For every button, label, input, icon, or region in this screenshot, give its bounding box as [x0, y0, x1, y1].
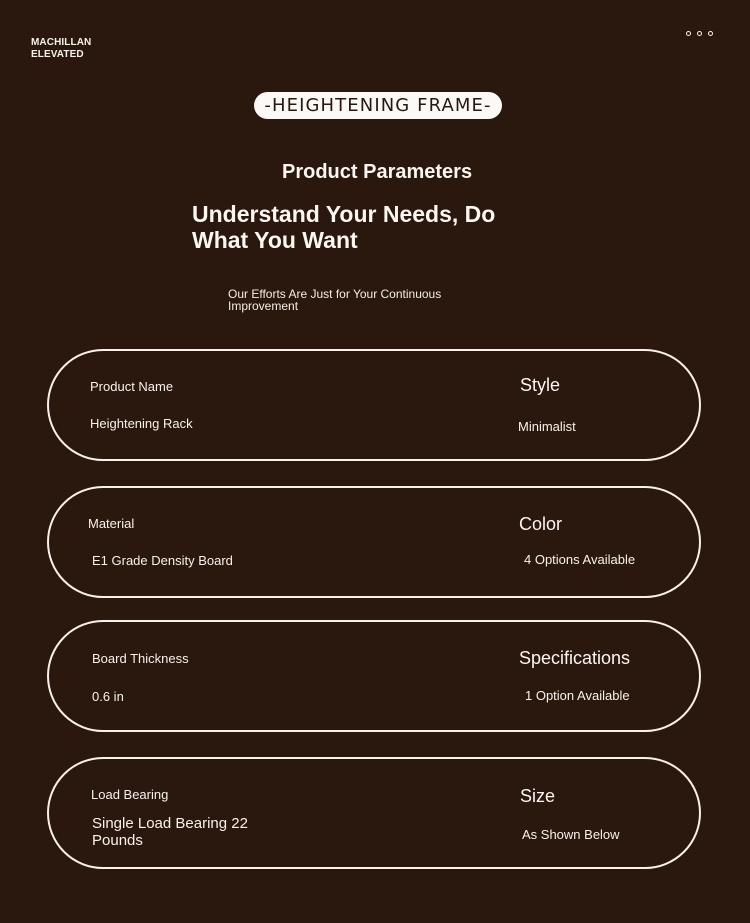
- param-label-color: Color: [519, 514, 563, 534]
- param-value-material: E1 Grade Density Board: [92, 553, 233, 568]
- brand-line-2: ELEVATED: [31, 49, 84, 60]
- brand-logo: [31, 37, 91, 61]
- param-card-board-thickness: [47, 620, 701, 732]
- param-label-load-bearing: Load Bearing: [91, 787, 169, 802]
- product-title-pill: -HEIGHTENING FRAME-: [254, 92, 502, 119]
- param-value-style: Minimalist: [518, 419, 576, 434]
- param-value-product-name: Heightening Rack: [90, 416, 193, 431]
- param-label-specifications: Specifications: [519, 648, 631, 668]
- brand-line-1: MACHILLAN: [31, 37, 92, 48]
- subline: Our Efforts Are Just for Your Continuous Improvement: [228, 287, 442, 313]
- param-label-size: Size: [520, 786, 556, 806]
- dot-icon: [708, 31, 713, 36]
- param-card-product-name: [47, 349, 701, 461]
- param-value-color: 4 Options Available: [524, 552, 636, 567]
- dot-icon: [697, 31, 702, 36]
- param-label-board-thickness: Board Thickness: [92, 651, 189, 666]
- param-card-load-bearing: [47, 757, 701, 869]
- param-value-board-thickness: 0.6 in: [92, 689, 124, 704]
- param-value-load-bearing: Single Load Bearing 22 Pounds: [92, 815, 248, 849]
- headline: Understand Your Needs, Do What You Want: [192, 201, 496, 253]
- param-label-product-name: Product Name: [90, 379, 174, 394]
- section-title: Product Parameters: [282, 161, 473, 183]
- param-value-specifications: 1 Option Available: [525, 688, 630, 703]
- param-label-style: Style: [520, 375, 561, 395]
- param-value-size: As Shown Below: [522, 827, 620, 842]
- param-label-material: Material: [88, 516, 135, 531]
- dot-icon: [686, 31, 691, 36]
- more-dots-icon[interactable]: [686, 31, 713, 36]
- param-card-material: [47, 486, 701, 598]
